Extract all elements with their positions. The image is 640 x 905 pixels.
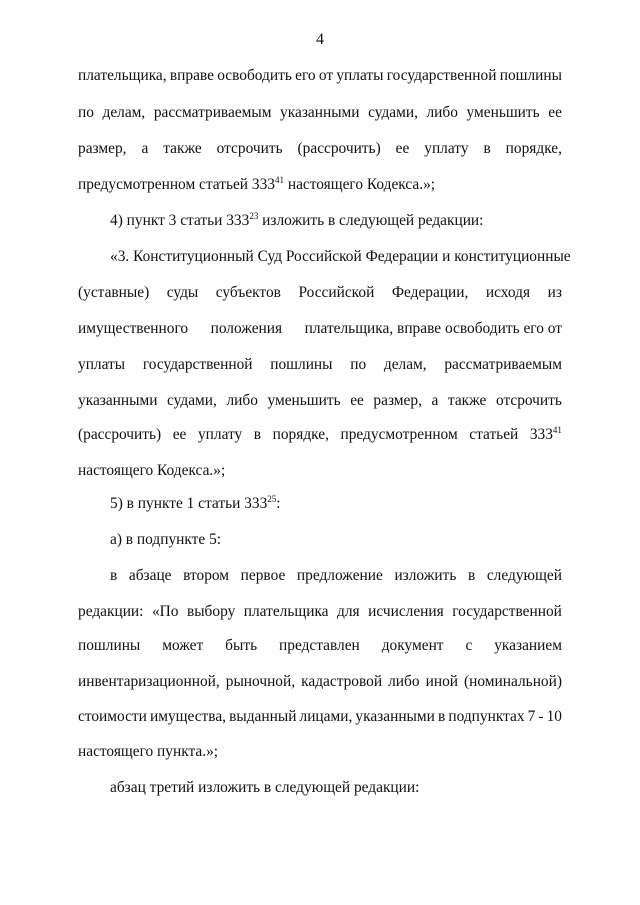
word: делам,: [383, 356, 427, 373]
word: имущества,: [149, 708, 227, 725]
word: документ: [381, 637, 444, 654]
word: (рассрочить): [297, 140, 381, 157]
word: государственной: [452, 603, 562, 620]
word: предложение: [296, 567, 383, 584]
word: пошлины: [499, 67, 562, 84]
word: его: [295, 67, 316, 84]
word: порядке,: [505, 140, 562, 157]
word: в: [253, 426, 262, 443]
text-line: [110, 566, 562, 586]
word: суды: [166, 284, 199, 301]
text-line: [78, 707, 562, 727]
word: а: [431, 392, 439, 409]
text-line: настоящего пункта.»;: [78, 743, 219, 760]
word: для: [337, 603, 360, 620]
word: размер,: [373, 392, 422, 409]
word: а: [141, 140, 149, 157]
word: положения: [210, 320, 283, 337]
word: Федерации,: [391, 284, 469, 301]
text-line: абзац третий изложить в следующей редакции:: [110, 779, 420, 796]
word: иной: [425, 673, 459, 690]
text-line: [78, 103, 562, 123]
word: от: [318, 67, 334, 84]
word: порядке,: [272, 426, 329, 443]
word: (рассрочить): [78, 426, 162, 443]
word: плательщика,: [78, 67, 167, 84]
word: государственной: [386, 67, 497, 84]
word: выбору: [186, 603, 236, 620]
text-line: [78, 319, 562, 339]
word: плательщика, вправе освободить его от: [304, 320, 562, 337]
word: изложить: [394, 567, 457, 584]
word: либо: [388, 673, 420, 690]
word: в: [483, 140, 491, 157]
word: судами,: [368, 104, 418, 121]
word: также: [163, 140, 202, 157]
word: может: [162, 637, 204, 654]
word: быть: [225, 637, 258, 654]
word: по: [350, 356, 367, 373]
word: указанными: [355, 708, 435, 725]
word: предусмотренном: [340, 426, 458, 443]
word: в: [110, 567, 118, 584]
word: указанными: [78, 392, 158, 409]
word: уплату: [197, 426, 243, 443]
word: плательщика: [243, 603, 329, 620]
word: абзаце: [128, 567, 172, 584]
word: ее: [395, 140, 410, 157]
text-line: 4) пункт 3 статьи $333^{23}$ изложить в следующей редакции:: [110, 211, 484, 229]
word: ее: [350, 392, 364, 409]
word: втором: [183, 567, 230, 584]
text-line: настоящего Кодекса.»;: [78, 462, 226, 479]
text-line: [78, 425, 562, 445]
word: уплаты: [78, 356, 126, 373]
word: кадастровой: [301, 673, 383, 690]
text-line: «3. Конституционный Суд Российской Федерации и конституционные: [110, 248, 571, 265]
text-line: предусмотренном статьей $333^{41}$ настоящего Кодекса.»;: [78, 175, 436, 193]
word: субъектов: [215, 284, 281, 301]
word: рассматриваемым: [444, 356, 562, 373]
word: исходя: [485, 284, 531, 301]
word: пошлины: [270, 356, 333, 373]
word: делам,: [102, 104, 146, 121]
text-line: [78, 283, 562, 303]
text-line: а) в подпункте 5:: [110, 531, 222, 548]
word: представлен: [279, 637, 360, 654]
word: рассматриваемым: [153, 104, 272, 121]
word: Российской: [298, 284, 375, 301]
word: (уставные): [78, 284, 150, 301]
word: освободить: [217, 67, 292, 84]
text-line: 5) в пункте 1 статьи $333^{25}$:: [110, 494, 281, 512]
word: инвентаризационной,: [78, 673, 220, 690]
word: (номинальной): [464, 673, 562, 690]
word: выданный: [229, 708, 297, 725]
word: указанными: [280, 104, 360, 121]
word: либо: [226, 392, 258, 409]
word: государственной: [142, 356, 253, 373]
word: вправе: [169, 67, 214, 84]
word: лицами,: [299, 708, 353, 725]
word: указанием: [494, 637, 562, 654]
word: имущественного: [78, 320, 189, 337]
word: $333^{41}$: [529, 425, 562, 443]
word: из: [547, 284, 562, 301]
word: судами,: [167, 392, 217, 409]
word: размер,: [78, 140, 127, 157]
word: 10: [546, 708, 562, 725]
word: уплату: [424, 140, 469, 157]
text-line: [78, 602, 562, 622]
word: по: [78, 104, 94, 121]
word: в: [437, 708, 446, 725]
word: статьей: [469, 426, 519, 443]
word: отсрочить: [495, 392, 562, 409]
word: 7: [527, 708, 536, 725]
word: -: [538, 708, 544, 725]
word: редакции:: [78, 603, 144, 620]
text-line: [78, 672, 562, 692]
word: подпунктах: [448, 708, 525, 725]
word: отсрочить: [216, 140, 283, 157]
word: с: [465, 637, 473, 654]
text-line: [78, 636, 562, 656]
text-line: [78, 391, 562, 411]
word: ее: [172, 426, 187, 443]
word: в: [467, 567, 476, 584]
word: либо: [426, 104, 458, 121]
word: уменьшить: [466, 104, 540, 121]
word: рыночной,: [225, 673, 296, 690]
word: исчисления: [368, 603, 444, 620]
word: следующей: [486, 567, 562, 584]
text-line: [78, 66, 562, 86]
word: «По: [151, 603, 179, 620]
word: первое: [240, 567, 286, 584]
word: также: [447, 392, 487, 409]
word: стоимости: [78, 708, 147, 725]
text-line: [78, 355, 562, 375]
text-line: [78, 139, 562, 159]
word: пошлины: [78, 637, 141, 654]
page-number: 4: [316, 31, 324, 48]
word: уменьшить: [267, 392, 341, 409]
word: ее: [548, 104, 562, 121]
word: уплаты: [336, 67, 384, 84]
